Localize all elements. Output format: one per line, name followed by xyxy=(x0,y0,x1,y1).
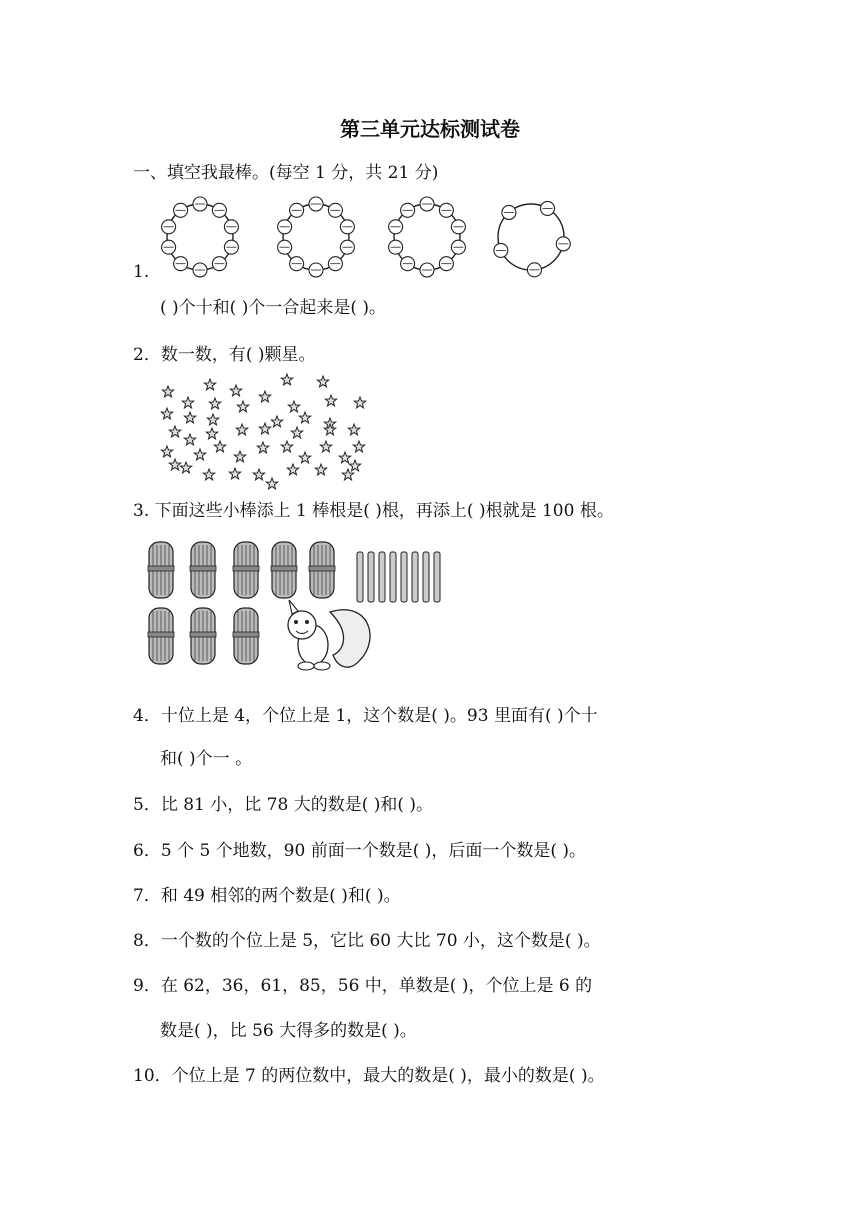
section-heading: 一、填空我最棒。(每空 1 分，共 21 分) xyxy=(133,163,439,183)
question-9-line-1: 9．在 62，36，61，85，56 中，单数是( )，个位上是 6 的 xyxy=(133,976,593,996)
squirrel-eye xyxy=(305,620,309,624)
bundle-band xyxy=(233,566,259,571)
single-stick xyxy=(379,552,385,602)
question-9-line-2: 数是( )，比 56 大得多的数是( )。 xyxy=(160,1021,417,1041)
stick-bundle xyxy=(233,542,259,598)
question-8-text: 8．一个数的个位上是 5，它比 60 大比 70 小，这个数是( )。 xyxy=(133,931,601,951)
single-stick xyxy=(401,552,407,602)
squirrel-foot xyxy=(314,662,330,670)
question-6-text: 6．5 个 5 个地数，90 前面一个数是( )，后面一个数是( )。 xyxy=(133,841,587,861)
stick-bundle xyxy=(190,542,216,598)
squirrel-foot xyxy=(298,662,314,670)
squirrel-eye xyxy=(294,620,298,624)
question-10-text: 10．个位上是 7 的两位数中，最大的数是( )，最小的数是( )。 xyxy=(133,1066,605,1086)
bundle-band xyxy=(148,566,174,571)
question-4-line-1: 4．十位上是 4，个位上是 1，这个数是( )。93 里面有( )个十 xyxy=(133,706,598,726)
question-1-text: ( )个十和( )个一合起来是( )。 xyxy=(160,298,387,318)
single-stick xyxy=(434,552,440,602)
stick-bundle xyxy=(233,608,259,664)
bundle-band xyxy=(309,566,335,571)
bundle-band xyxy=(190,632,216,637)
squirrel-head xyxy=(288,611,316,639)
stick-bundle xyxy=(190,608,216,664)
stick-bundle xyxy=(271,542,297,598)
question-2-text: 2．数一数，有( )颗星。 xyxy=(133,345,316,365)
question-1-number: 1. xyxy=(133,262,150,282)
squirrel-illustration xyxy=(288,600,370,670)
single-stick xyxy=(390,552,396,602)
question-7-text: 7．和 49 相邻的两个数是( )和( )。 xyxy=(133,886,401,906)
stick-bundle xyxy=(148,608,174,664)
single-stick xyxy=(357,552,363,602)
stick-bundle xyxy=(148,542,174,598)
single-stick xyxy=(368,552,374,602)
bundle-band xyxy=(190,566,216,571)
squirrel-tail xyxy=(330,610,370,667)
page-title: 第三单元达标测试卷 xyxy=(340,117,520,141)
question-5-text: 5．比 81 小，比 78 大的数是( )和( )。 xyxy=(133,795,434,815)
single-stick xyxy=(423,552,429,602)
bundle-band xyxy=(233,632,259,637)
question-3-text: 3. 下面这些小棒添上 1 棒根是( )根，再添上( )根就是 100 根。 xyxy=(133,501,614,521)
bundle-band xyxy=(148,632,174,637)
question-4-line-2: 和( )个一 。 xyxy=(160,749,253,769)
single-stick xyxy=(412,552,418,602)
squirrel-ear xyxy=(289,600,298,614)
stick-bundle xyxy=(309,542,335,598)
bundle-band xyxy=(271,566,297,571)
